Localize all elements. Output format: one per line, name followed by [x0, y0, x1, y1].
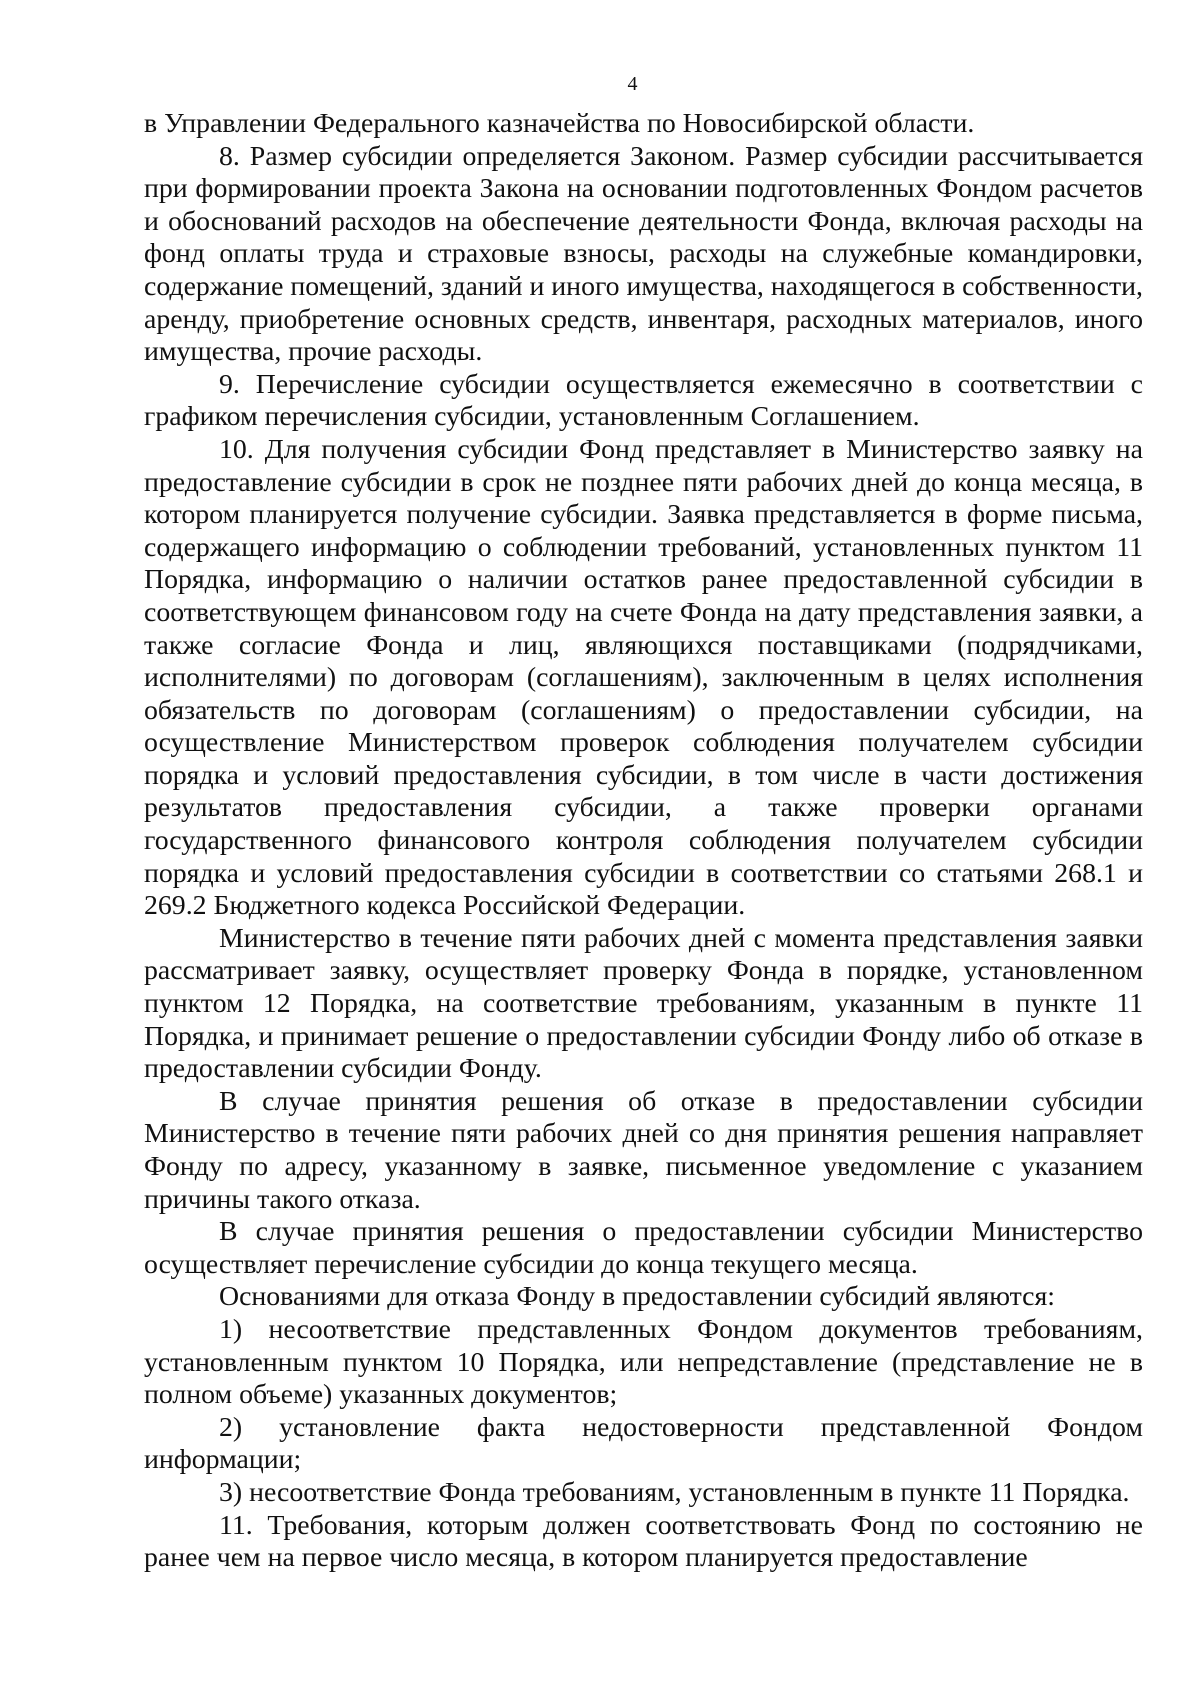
- list-item-1: 1) несоответствие представленных Фондом документов требованиям, установленным пунктом 10 Порядка, или непредставление (представление не в полном объеме) указанных документов;: [144, 1313, 1143, 1411]
- paragraph-item-8: 8. Размер субсидии определяется Законом. Размер субсидии рассчитывается при формировании проекта Закона на основании подготовленных Фондом расчетов и обоснований расходов на обеспечение деятельности Фонда, включая расходы на фонд оплаты труда и страховые взносы, расходы на служебные командировки, содержание помещений, зданий и иного имущества, находящегося в собственности, аренду, приобретение основных средств, инвентаря, расходных материалов, иного имущества, прочие расходы.: [144, 140, 1143, 368]
- paragraph-ministry-review: Министерство в течение пяти рабочих дней с момента представления заявки рассматривает заявку, осуществляет проверку Фонда в порядке, установленном пунктом 12 Порядка, на соответствие требованиям, указанным в пункте 11 Порядка, и принимает решение о предоставлении субсидии Фонду либо об отказе в предоставлении субсидии Фонду.: [144, 922, 1143, 1085]
- paragraph-refusal-grounds: Основаниями для отказа Фонду в предоставлении субсидий являются:: [219, 1281, 1055, 1313]
- paragraph-continuation: в Управлении Федерального казначейства по Новосибирской области.: [144, 108, 975, 139]
- paragraph-item-10: 10. Для получения субсидии Фонд представляет в Министерство заявку на предоставление субсидии в срок не позднее пяти рабочих дней до конца месяца, в котором планируется получение субсидии. Заявка представляется в форме письма, содержащего информацию о соблюдении требований, установленных пунктом 11 Порядка, информацию о наличии остатков ранее предоставленной субсидии в соответствующем финансовом году на счете Фонда на дату представления заявки, а также согласие Фонда и лиц, являющихся поставщиками (подрядчиками, исполнителями) по договорам (соглашениям), заключенным в целях исполнения обязательств по договорам (соглашениям) о предоставлении субсидии, на осуществление Министерством проверок соблюдения получателем субсидии порядка и условий предоставления субсидии, в том числе в части достижения результатов предоставления субсидии, а также проверки органами государственного финансового контроля соблюдения получателем субсидии порядка и условий предоставления субсидии в соответствии со статьями 268.1 и 269.2 Бюджетного кодекса Российской Федерации.: [144, 433, 1143, 922]
- list-item-2: 2) установление факта недостоверности представленной Фондом информации;: [144, 1411, 1143, 1476]
- list-item-3: 3) несоответствие Фонда требованиям, установленным в пункте 11 Порядка.: [219, 1476, 1130, 1508]
- paragraph-transfer: В случае принятия решения о предоставлении субсидии Министерство осуществляет перечисление субсидии до конца текущего месяца.: [144, 1216, 1143, 1280]
- paragraph-refusal-notice: В случае принятия решения об отказе в предоставлении субсидии Министерство в течение пяти рабочих дней со дня принятия решения направляет Фонду по адресу, указанному в заявке, письменное уведомление с указанием причины такого отказа.: [144, 1085, 1143, 1215]
- paragraph-item-9: 9. Перечисление субсидии осуществляется ежемесячно в соответствии с графиком перечисления субсидии, установленным Соглашением.: [144, 368, 1143, 433]
- page-number: 4: [627, 73, 638, 95]
- paragraph-item-11: 11. Требования, которым должен соответствовать Фонд по состоянию не ранее чем на первое число месяца, в котором планируется предоставление: [144, 1509, 1143, 1574]
- document-body: [144, 108, 1143, 1575]
